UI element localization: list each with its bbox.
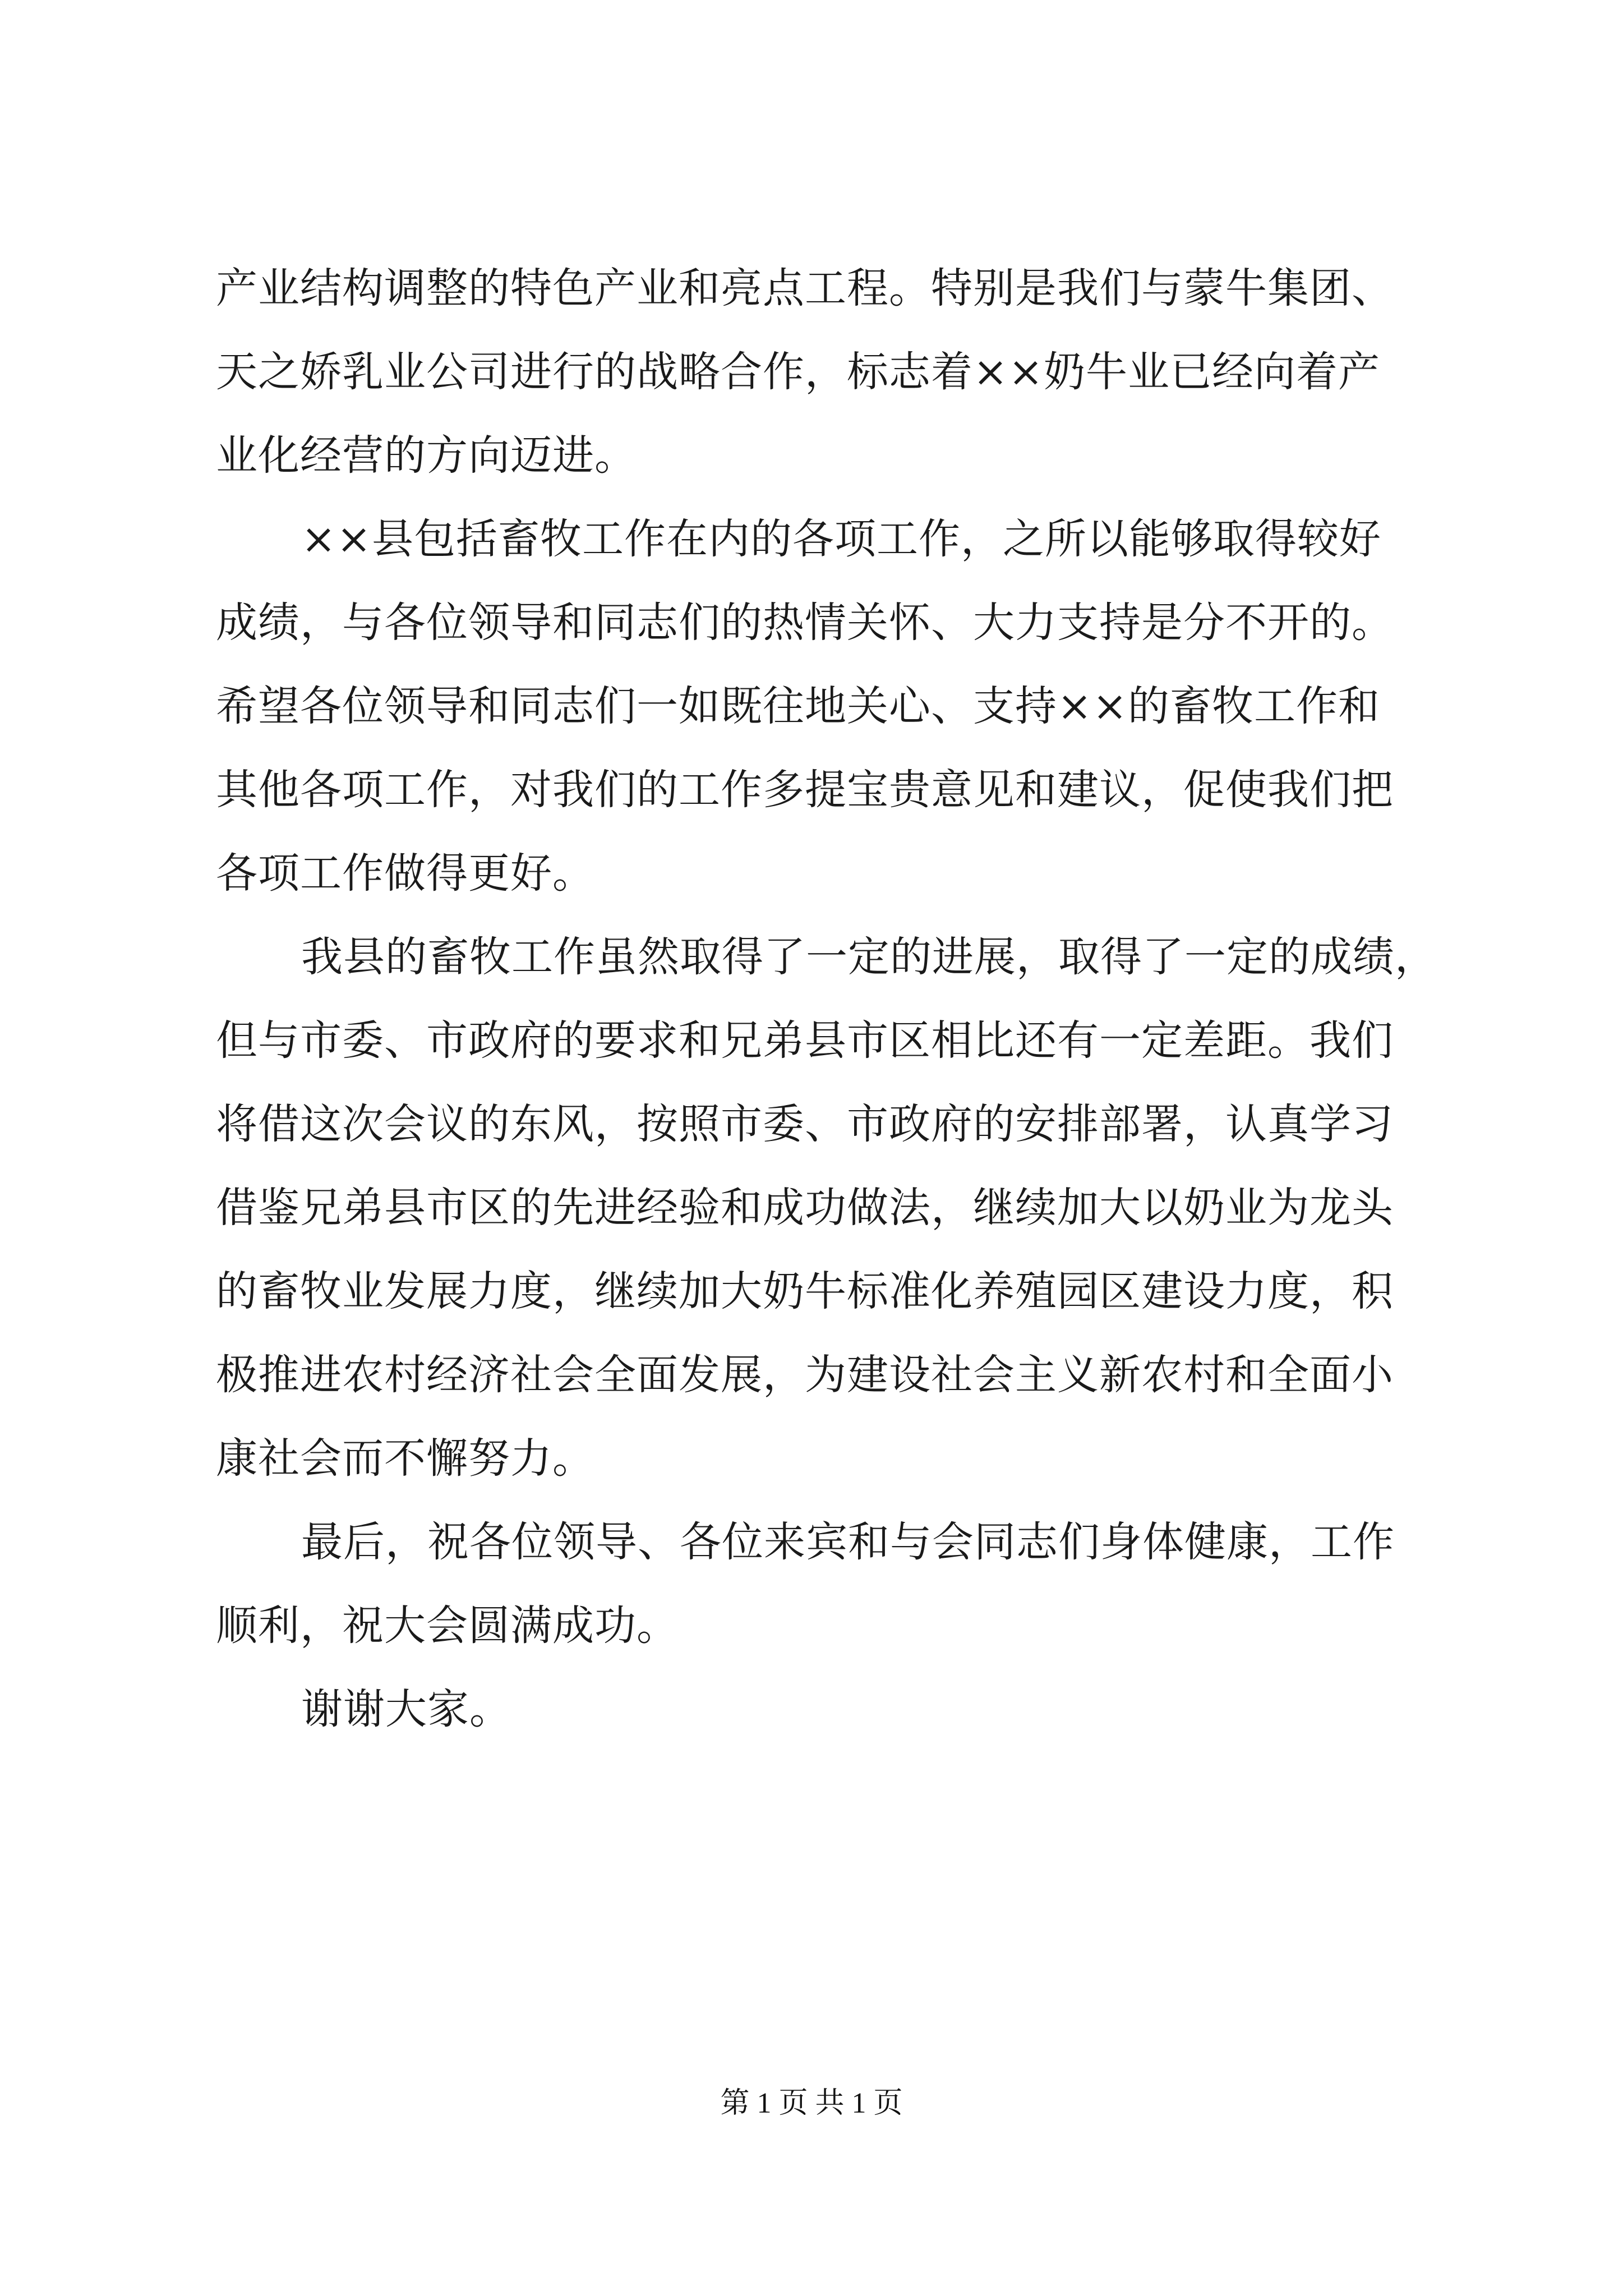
paragraph-line: 康社会而不懈努力。 — [216, 1434, 594, 1483]
paragraph-line: 借鉴兄弟县市区的先进经验和成功做法，继续加大以奶业为龙头 — [216, 1184, 1394, 1232]
paragraph-5 — [216, 1668, 1444, 1751]
paragraph-line: 将借这次会议的东风，按照市委、市政府的安排部署，认真学习 — [216, 1100, 1394, 1148]
paragraph-line: 我县的畜牧工作虽然取得了一定的进展，取得了一定的成绩， — [301, 933, 1437, 981]
paragraph-line: 的畜牧业发展力度，继续加大奶牛标准化养殖园区建设力度，积 — [216, 1267, 1394, 1315]
document-body — [216, 247, 1444, 1751]
paragraph-line: 最后，祝各位领导、各位来宾和与会同志们身体健康，工作 — [301, 1518, 1395, 1566]
paragraph-line: 顺利，祝大会圆满成功。 — [216, 1602, 679, 1650]
paragraph-line: 希望各位领导和同志们一如既往地关心、支持××的畜牧工作和 — [216, 682, 1381, 730]
paragraph-line: 谢谢大家。 — [301, 1685, 511, 1733]
paragraph-4 — [216, 1501, 1444, 1668]
paragraph-line: 其他各项工作，对我们的工作多提宝贵意见和建议，促使我们把 — [216, 766, 1394, 814]
page-number-footer: 第 1 页 共 1 页 — [720, 2087, 903, 2119]
paragraph-2 — [216, 498, 1444, 915]
paragraph-line: 极推进农村经济社会全面发展，为建设社会主义新农村和全面小 — [216, 1351, 1394, 1399]
paragraph-line: 天之娇乳业公司进行的战略合作，标志着××奶牛业已经向着产 — [216, 348, 1381, 396]
paragraph-line: 产业结构调整的特色产业和亮点工程。特别是我们与蒙牛集团、 — [216, 264, 1394, 312]
paragraph-line: ××县包括畜牧工作在内的各项工作，之所以能够取得较好 — [301, 515, 1382, 563]
paragraph-line: 但与市委、市政府的要求和兄弟县市区相比还有一定差距。我们 — [216, 1016, 1394, 1065]
paragraph-line: 业化经营的方向迈进。 — [216, 431, 637, 480]
paragraph-3 — [216, 915, 1444, 1501]
paragraph-line: 各项工作做得更好。 — [216, 849, 594, 898]
paragraph-line: 成绩，与各位领导和同志们的热情关怀、大力支持是分不开的。 — [216, 599, 1394, 647]
paragraph-1 — [216, 247, 1444, 498]
